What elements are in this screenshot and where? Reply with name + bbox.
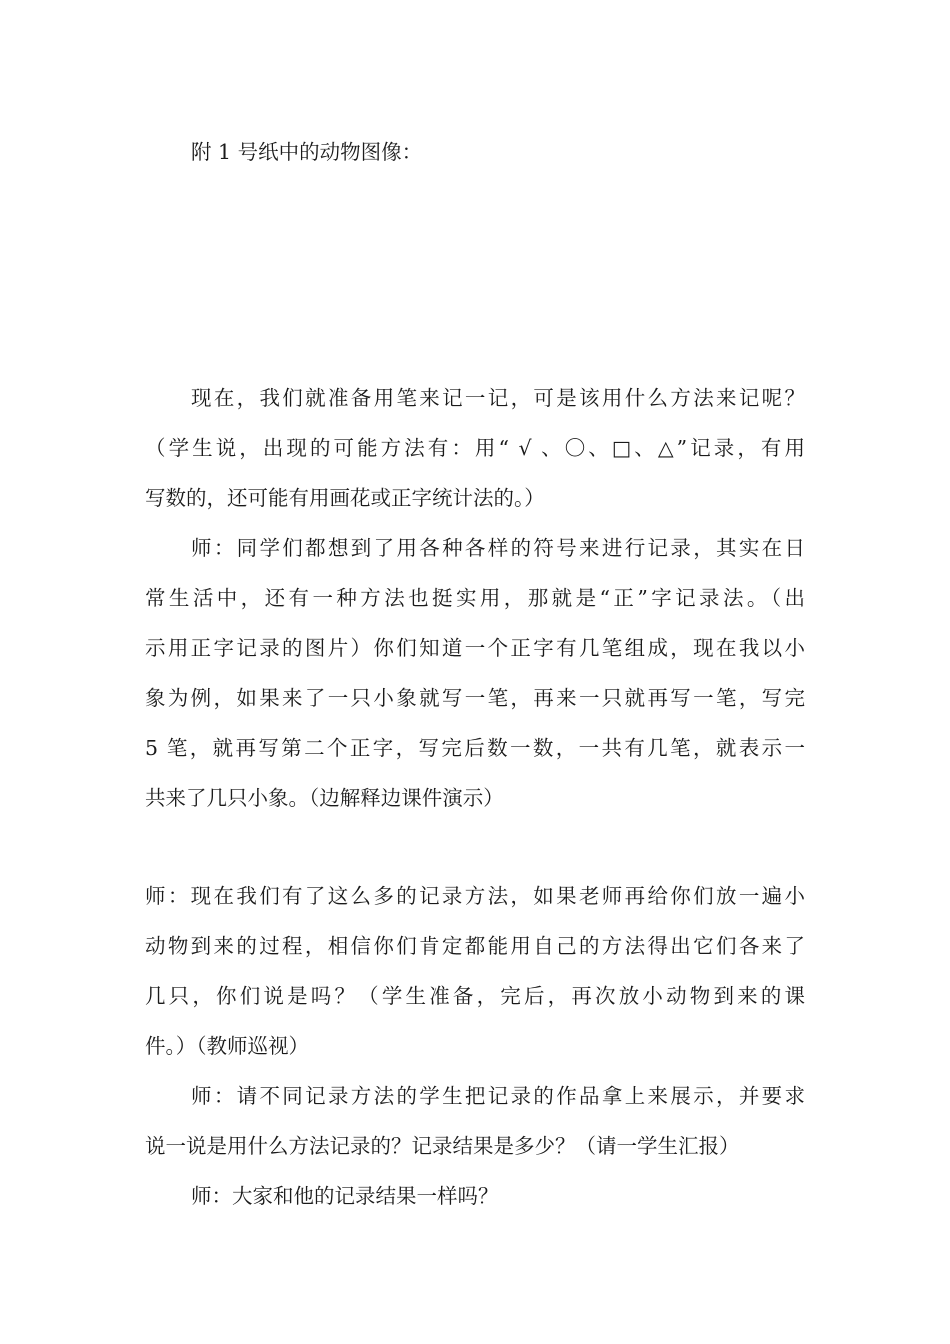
para3-line2: 动物到来的过程，相信你们肯定都能用自己的方法得出它们各来了: [145, 934, 805, 958]
para4-line1: 师：请不同记录方法的学生把记录的作品拿上来展示，并要求: [191, 1084, 805, 1108]
para4-line2: 说一说是用什么方法记录的？记录结果是多少？（请一学生汇报）: [145, 1134, 740, 1158]
para2-line2: 常生活中，还有一种方法也挺实用，那就是“正”字记录法。（出: [145, 586, 805, 610]
para2-line6: 共来了几只小象。（边解释边课件演示）: [145, 786, 504, 810]
para1-line1: 现在，我们就准备用笔来记一记，可是该用什么方法来记呢？: [191, 386, 805, 410]
para1-line2: （学生说，出现的可能方法有：用“ √ 、〇、□、△”记录，有用: [145, 436, 805, 460]
para1-line3: 写数的，还可能有用画花或正字统计法的。）: [145, 486, 545, 510]
appendix-heading: 附 1 号纸中的动物图像：: [191, 140, 423, 164]
para3-line4: 件。）（教师巡视）: [145, 1034, 309, 1058]
para2-line5: 5 笔，就再写第二个正字，写完后数一数，一共有几笔，就表示一: [145, 736, 805, 760]
para2-line1: 师：同学们都想到了用各种各样的符号来进行记录，其实在日: [191, 536, 805, 560]
para2-line4: 象为例，如果来了一只小象就写一笔，再来一只就再写一笔，写完: [145, 686, 805, 710]
para3-line3: 几只，你们说是吗？（学生准备，完后，再次放小动物到来的课: [145, 984, 805, 1008]
para5-line1: 师：大家和他的记录结果一样吗？: [191, 1184, 499, 1208]
para3-line1: 师：现在我们有了这么多的记录方法，如果老师再给你们放一遍小: [145, 884, 805, 908]
para2-line3: 示用正字记录的图片）你们知道一个正字有几笔组成，现在我以小: [145, 636, 805, 660]
